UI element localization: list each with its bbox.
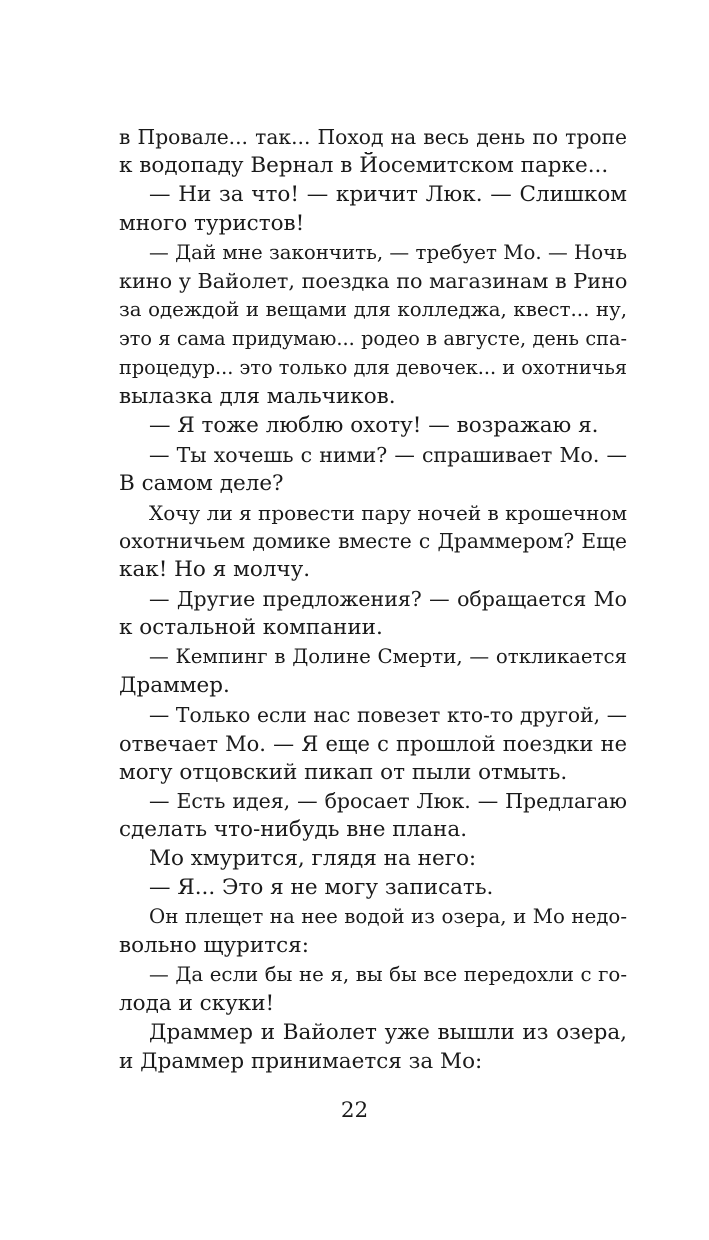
text-line: — Другие предложения? — обращается Мо	[149, 587, 627, 612]
text-line: Хочу ли я провести пару ночей в крошечном	[149, 500, 627, 525]
text-line: — Есть идея, — бросает Люк. — Предлагаю	[149, 789, 627, 814]
text-line: В самом деле?	[119, 470, 284, 496]
body-text	[119, 123, 627, 1076]
text-line: отвечает Мо. — Я еще с прошлой поездки не	[119, 731, 627, 756]
text-line: — Ты хочешь с ними? — спрашивает Мо. —	[149, 442, 627, 467]
text-line: — Да если бы не я, вы бы все передохли с го-	[149, 962, 627, 986]
text-line: процедур... это только для девочек... и охотничья	[119, 356, 627, 380]
page-number: 22	[340, 1098, 369, 1123]
text-line: — Дай мне закончить, — требует Мо. — Ночь	[149, 240, 627, 264]
text-line: — Только если нас повезет кто-то другой, —	[149, 702, 627, 727]
text-line: это я сама придумаю... родео в августе, день спа-	[119, 327, 627, 351]
text-line: охотничьем домике вместе с Драммером? Еще	[119, 529, 627, 554]
text-line: как! Но я молчу.	[119, 557, 311, 583]
text-line: к водопаду Вернал в Йосемитском парке...	[119, 152, 609, 178]
text-line: — Ни за что! — кричит Люк. — Слишком	[149, 181, 627, 207]
text-line: много туристов!	[119, 210, 305, 236]
text-line: — Кемпинг в Долине Смерти, — откликается	[149, 645, 627, 669]
text-line: Драммер.	[119, 672, 230, 698]
text-line: вольно щурится:	[119, 932, 309, 958]
text-line: — Я... Это я не могу записать.	[149, 875, 494, 901]
text-line: сделать что-нибудь вне плана.	[119, 817, 468, 843]
text-line: Драммер и Вайолет уже вышли из озера,	[149, 1019, 627, 1045]
text-line: вылазка для мальчиков.	[119, 384, 396, 410]
text-line: Мо хмурится, глядя на него:	[149, 846, 477, 872]
text-line: Он плещет на нее водой из озера, и Мо недо-	[149, 905, 627, 929]
text-line: могу отцовский пикап от пыли отмыть.	[119, 759, 568, 785]
text-line: в Провале... так... Поход на весь день по тропе	[119, 125, 627, 149]
text-line: и Драммер принимается за Мо:	[119, 1048, 483, 1074]
text-line: за одеждой и вещами для колледжа, квест... ну,	[119, 298, 627, 322]
text-line: — Я тоже люблю охоту! — возражаю я.	[149, 412, 599, 438]
text-line: лода и скуки!	[119, 990, 275, 1016]
text-line: кино у Вайолет, поездка по магазинам в Рино	[119, 269, 627, 294]
text-line: к остальной компании.	[119, 615, 383, 641]
